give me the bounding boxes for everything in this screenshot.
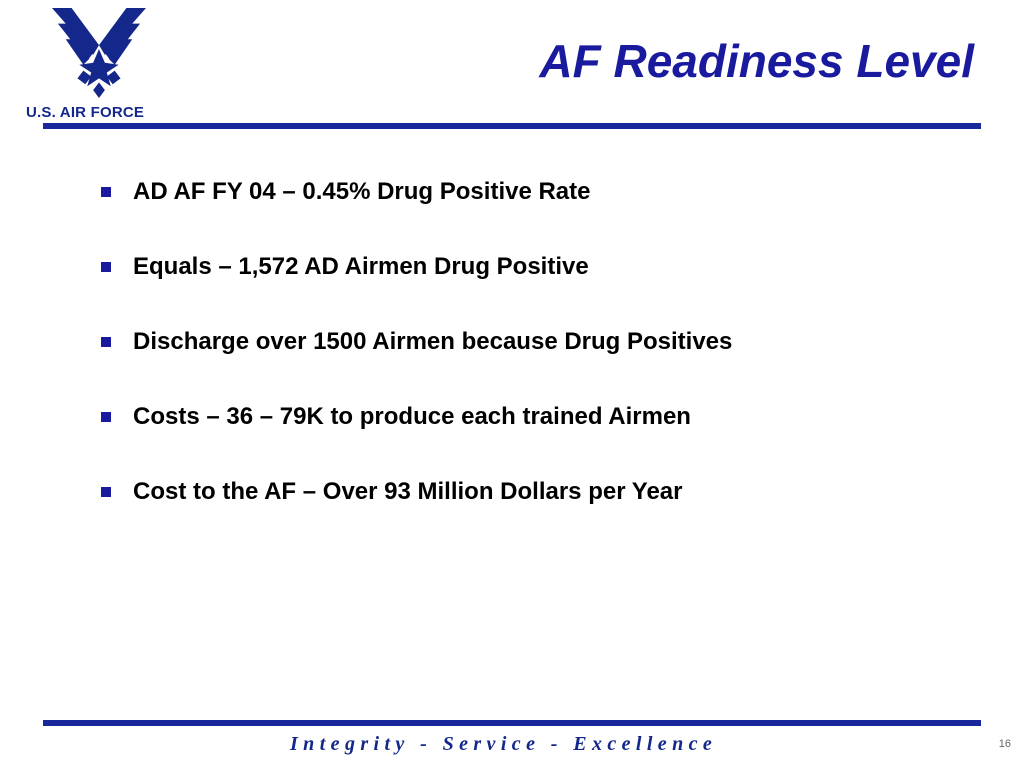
bullet-list	[101, 176, 732, 551]
logo-text: U.S. AIR FORCE	[26, 104, 145, 121]
bullet-text: Costs – 36 – 79K to produce each trained Airmen	[133, 403, 691, 430]
bullet-item	[101, 326, 732, 401]
square-bullet-icon	[101, 187, 111, 197]
header-divider	[43, 123, 981, 129]
bullet-text: AD AF FY 04 – 0.45% Drug Positive Rate	[133, 178, 591, 205]
bullet-item	[101, 176, 732, 251]
square-bullet-icon	[101, 487, 111, 497]
square-bullet-icon	[101, 337, 111, 347]
bullet-item	[101, 401, 732, 476]
bullet-text: Discharge over 1500 Airmen because Drug Positives	[133, 328, 733, 355]
bullet-item	[101, 476, 732, 551]
square-bullet-icon	[101, 262, 111, 272]
slide-title: AF Readiness Level	[539, 35, 974, 87]
bullet-text: Cost to the AF – Over 93 Million Dollars per Year	[133, 478, 683, 505]
air-force-symbol-icon	[50, 6, 148, 98]
air-force-logo	[26, 6, 172, 124]
page-number: 16	[998, 738, 1011, 750]
footer-motto: Integrity - Service - Excellence	[290, 733, 718, 755]
bullet-item	[101, 251, 732, 326]
footer-divider	[43, 720, 981, 726]
bullet-text: Equals – 1,572 AD Airmen Drug Positive	[133, 253, 589, 280]
square-bullet-icon	[101, 412, 111, 422]
